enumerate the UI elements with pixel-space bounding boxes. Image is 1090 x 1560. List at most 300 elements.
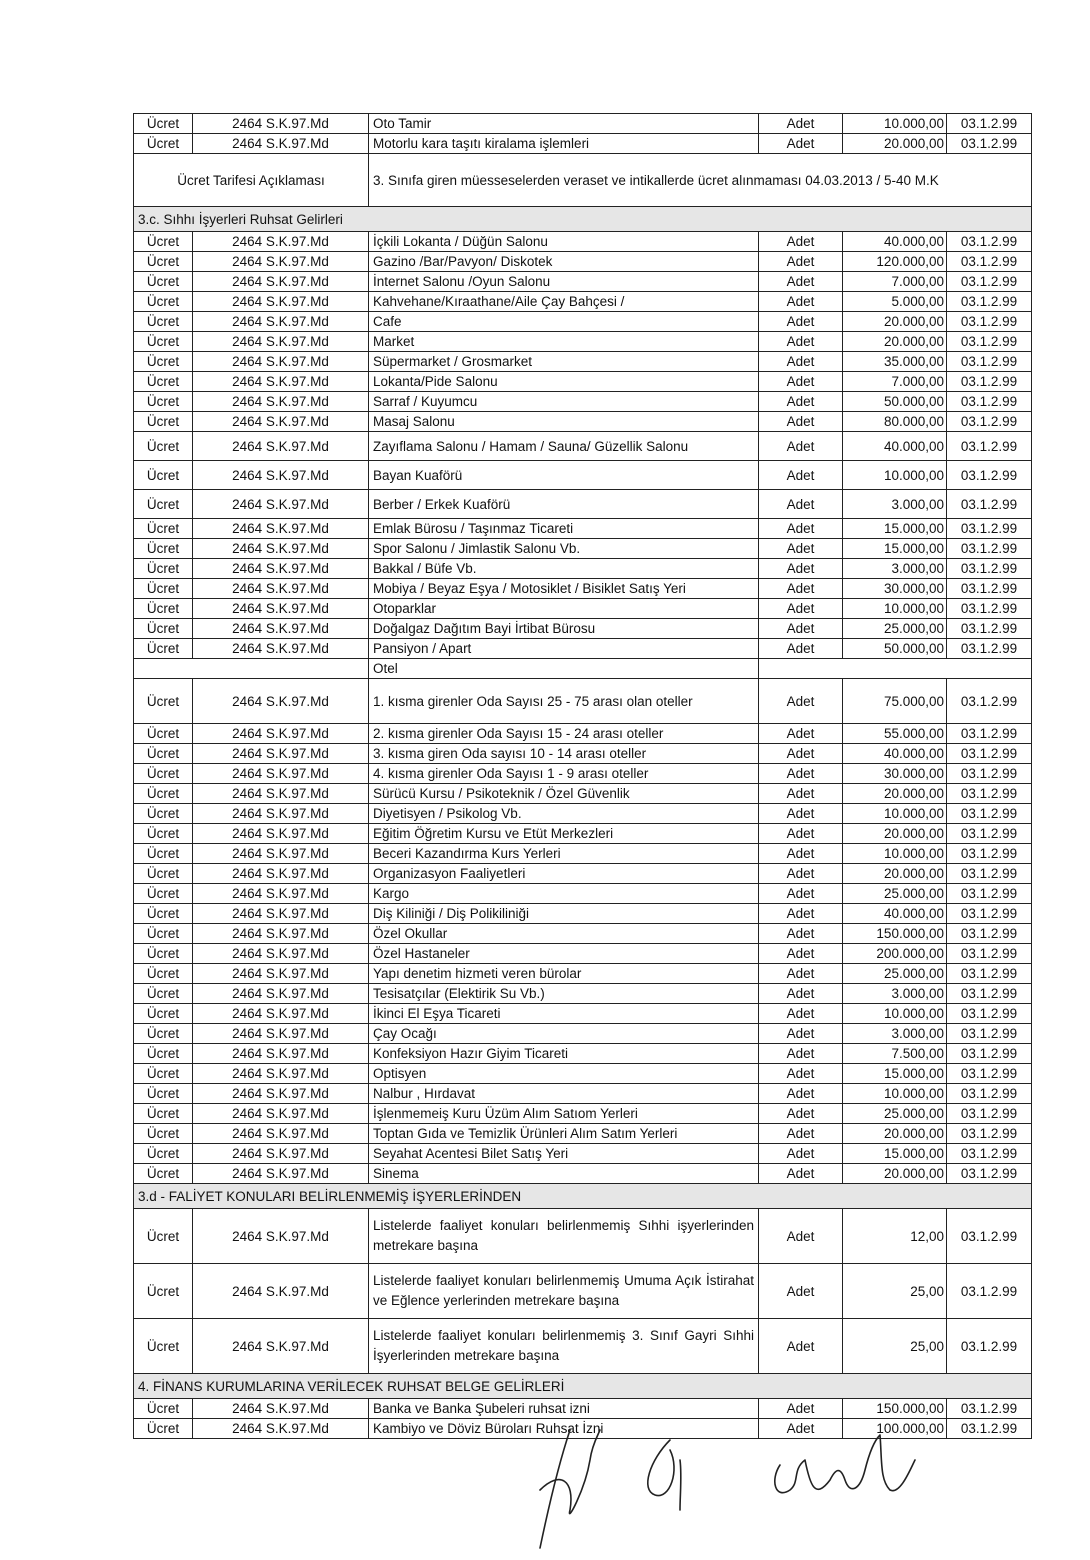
budget-code-cell: 03.1.2.99 [947, 784, 1032, 804]
amount-cell: 40.000,00 [843, 744, 947, 764]
law-reference-cell: 2464 S.K.97.Md [193, 272, 369, 292]
amount-cell: 10.000,00 [843, 114, 947, 134]
fee-type-cell: Ücret [134, 252, 193, 272]
law-reference-cell: 2464 S.K.97.Md [193, 292, 369, 312]
description-cell: Optisyen [369, 1064, 759, 1084]
unit-cell: Adet [759, 924, 843, 944]
fee-type-cell: Ücret [134, 944, 193, 964]
table-row [134, 744, 1032, 764]
budget-code-cell: 03.1.2.99 [947, 1044, 1032, 1064]
unit-cell: Adet [759, 679, 843, 724]
fee-type-cell: Ücret [134, 519, 193, 539]
amount-cell: 15.000,00 [843, 1144, 947, 1164]
law-reference-cell: 2464 S.K.97.Md [193, 519, 369, 539]
unit-cell: Adet [759, 904, 843, 924]
table-row [134, 824, 1032, 844]
unit-cell: Adet [759, 312, 843, 332]
law-reference-cell: 2464 S.K.97.Md [193, 984, 369, 1004]
fee-type-cell: Ücret [134, 599, 193, 619]
budget-code-cell: 03.1.2.99 [947, 1164, 1032, 1184]
amount-cell: 200.000,00 [843, 944, 947, 964]
table-row [134, 1124, 1032, 1144]
section-title: 3.c. Sıhhı İşyerleri Ruhsat Gelirleri [134, 207, 1032, 232]
budget-code-cell: 03.1.2.99 [947, 519, 1032, 539]
amount-cell: 3.000,00 [843, 984, 947, 1004]
description-cell: Sürücü Kursu / Psikoteknik / Özel Güvenlik [369, 784, 759, 804]
table-row [134, 764, 1032, 784]
table-row [134, 412, 1032, 432]
budget-code-cell: 03.1.2.99 [947, 1264, 1032, 1319]
description-cell: Özel Okullar [369, 924, 759, 944]
table-row [134, 904, 1032, 924]
table-row [134, 272, 1032, 292]
description-cell: İçkili Lokanta / Düğün Salonu [369, 232, 759, 252]
budget-code-cell: 03.1.2.99 [947, 490, 1032, 519]
signature-stroke-1 [540, 1430, 600, 1548]
description-cell: Yapı denetim hizmeti veren bürolar [369, 964, 759, 984]
section-3d [134, 1184, 1032, 1209]
law-reference-cell: 2464 S.K.97.Md [193, 332, 369, 352]
law-reference-cell: 2464 S.K.97.Md [193, 619, 369, 639]
budget-code-cell: 03.1.2.99 [947, 984, 1032, 1004]
fee-type-cell: Ücret [134, 1064, 193, 1084]
law-reference-cell: 2464 S.K.97.Md [193, 539, 369, 559]
law-reference-cell: 2464 S.K.97.Md [193, 1419, 369, 1439]
table-row [134, 984, 1032, 1004]
amount-cell: 20.000,00 [843, 332, 947, 352]
description-cell: Diyetisyen / Psikolog Vb. [369, 804, 759, 824]
description-cell: 2. kısma girenler Oda Sayısı 15 - 24 arası oteller [369, 724, 759, 744]
unit-cell: Adet [759, 619, 843, 639]
budget-code-cell: 03.1.2.99 [947, 292, 1032, 312]
budget-code-cell: 03.1.2.99 [947, 1064, 1032, 1084]
budget-code-cell: 03.1.2.99 [947, 764, 1032, 784]
law-reference-cell: 2464 S.K.97.Md [193, 1044, 369, 1064]
fee-type-cell: Ücret [134, 744, 193, 764]
table-row [134, 784, 1032, 804]
fee-type-cell: Ücret [134, 964, 193, 984]
table-row [134, 639, 1032, 659]
amount-cell: 20.000,00 [843, 1164, 947, 1184]
fee-type-cell: Ücret [134, 679, 193, 724]
law-reference-cell: 2464 S.K.97.Md [193, 1084, 369, 1104]
budget-code-cell: 03.1.2.99 [947, 599, 1032, 619]
table-row [134, 1104, 1032, 1124]
budget-code-cell: 03.1.2.99 [947, 619, 1032, 639]
section-4 [134, 1374, 1032, 1399]
table-row [134, 1064, 1032, 1084]
otel-header: Otel [369, 659, 759, 679]
amount-cell: 25,00 [843, 1264, 947, 1319]
amount-cell: 10.000,00 [843, 1084, 947, 1104]
description-cell: Masaj Salonu [369, 412, 759, 432]
fee-type-cell: Ücret [134, 490, 193, 519]
table-row [134, 679, 1032, 724]
budget-code-cell: 03.1.2.99 [947, 679, 1032, 724]
unit-cell: Adet [759, 724, 843, 744]
table-row [134, 490, 1032, 519]
table-body [134, 114, 1032, 1439]
law-reference-cell: 2464 S.K.97.Md [193, 944, 369, 964]
table-row [134, 559, 1032, 579]
budget-code-cell: 03.1.2.99 [947, 884, 1032, 904]
budget-code-cell: 03.1.2.99 [947, 964, 1032, 984]
unit-cell: Adet [759, 392, 843, 412]
amount-cell: 30.000,00 [843, 764, 947, 784]
amount-cell: 80.000,00 [843, 412, 947, 432]
law-reference-cell: 2464 S.K.97.Md [193, 392, 369, 412]
description-cell: Çay Ocağı [369, 1024, 759, 1044]
table-row [134, 1084, 1032, 1104]
amount-cell: 75.000,00 [843, 679, 947, 724]
amount-cell: 20.000,00 [843, 312, 947, 332]
law-reference-cell: 2464 S.K.97.Md [193, 904, 369, 924]
law-reference-cell: 2464 S.K.97.Md [193, 1164, 369, 1184]
unit-cell: Adet [759, 944, 843, 964]
budget-code-cell: 03.1.2.99 [947, 744, 1032, 764]
table-row [134, 134, 1032, 154]
unit-cell: Adet [759, 1399, 843, 1419]
description-cell: Lokanta/Pide Salonu [369, 372, 759, 392]
table-row [134, 1399, 1032, 1419]
unit-cell: Adet [759, 1319, 843, 1374]
budget-code-cell: 03.1.2.99 [947, 579, 1032, 599]
table-row [134, 599, 1032, 619]
budget-code-cell: 03.1.2.99 [947, 1004, 1032, 1024]
description-cell: Gazino /Bar/Pavyon/ Diskotek [369, 252, 759, 272]
amount-cell: 10.000,00 [843, 461, 947, 490]
unit-cell: Adet [759, 1144, 843, 1164]
fee-type-cell: Ücret [134, 1419, 193, 1439]
law-reference-cell: 2464 S.K.97.Md [193, 252, 369, 272]
fee-type-cell: Ücret [134, 984, 193, 1004]
description-cell: Market [369, 332, 759, 352]
unit-cell: Adet [759, 1004, 843, 1024]
budget-code-cell: 03.1.2.99 [947, 1319, 1032, 1374]
law-reference-cell: 2464 S.K.97.Md [193, 232, 369, 252]
section-title: 3.d - FALİYET KONULARI BELİRLENMEMİŞ İŞYERLERİNDEN [134, 1184, 1032, 1209]
law-reference-cell: 2464 S.K.97.Md [193, 412, 369, 432]
fee-type-cell: Ücret [134, 784, 193, 804]
amount-cell: 3.000,00 [843, 490, 947, 519]
law-reference-cell: 2464 S.K.97.Md [193, 1144, 369, 1164]
unit-cell: Adet [759, 599, 843, 619]
table-row [134, 1209, 1032, 1264]
amount-cell: 25.000,00 [843, 1104, 947, 1124]
law-reference-cell: 2464 S.K.97.Md [193, 639, 369, 659]
table-row [134, 432, 1032, 461]
unit-cell: Adet [759, 579, 843, 599]
unit-cell: Adet [759, 784, 843, 804]
budget-code-cell: 03.1.2.99 [947, 639, 1032, 659]
law-reference-cell: 2464 S.K.97.Md [193, 559, 369, 579]
fee-type-cell: Ücret [134, 292, 193, 312]
law-reference-cell: 2464 S.K.97.Md [193, 1319, 369, 1374]
amount-cell: 20.000,00 [843, 134, 947, 154]
fee-type-cell: Ücret [134, 312, 193, 332]
budget-code-cell: 03.1.2.99 [947, 461, 1032, 490]
budget-code-cell: 03.1.2.99 [947, 412, 1032, 432]
budget-code-cell: 03.1.2.99 [947, 232, 1032, 252]
fee-type-cell: Ücret [134, 1124, 193, 1144]
law-reference-cell: 2464 S.K.97.Md [193, 134, 369, 154]
fee-type-cell: Ücret [134, 232, 193, 252]
amount-cell: 40.000,00 [843, 904, 947, 924]
law-reference-cell: 2464 S.K.97.Md [193, 432, 369, 461]
description-cell: Sinema [369, 1164, 759, 1184]
law-reference-cell: 2464 S.K.97.Md [193, 864, 369, 884]
otel-header-row [134, 659, 1032, 679]
unit-cell: Adet [759, 332, 843, 352]
description-cell: Toptan Gıda ve Temizlik Ürünleri Alım Satım Yerleri [369, 1124, 759, 1144]
section-3c [134, 207, 1032, 232]
law-reference-cell: 2464 S.K.97.Md [193, 1064, 369, 1084]
law-reference-cell: 2464 S.K.97.Md [193, 1104, 369, 1124]
unit-cell: Adet [759, 964, 843, 984]
empty-cell [134, 659, 369, 679]
description-cell: İkinci El Eşya Ticareti [369, 1004, 759, 1024]
fee-type-cell: Ücret [134, 884, 193, 904]
description-cell: Listelerde faaliyet konuları belirlenmemiş Umuma Açık İstirahat ve Eğlence yerlerinden metrekare başına [369, 1264, 759, 1319]
table-row [134, 372, 1032, 392]
description-cell: Özel Hastaneler [369, 944, 759, 964]
fee-type-cell: Ücret [134, 1104, 193, 1124]
description-cell: Bakkal / Büfe Vb. [369, 559, 759, 579]
budget-code-cell: 03.1.2.99 [947, 1144, 1032, 1164]
signature-stroke-2 [648, 1440, 681, 1510]
table-row [134, 1004, 1032, 1024]
table-row [134, 579, 1032, 599]
law-reference-cell: 2464 S.K.97.Md [193, 964, 369, 984]
unit-cell: Adet [759, 292, 843, 312]
description-cell: Beceri Kazandırma Kurs Yerleri [369, 844, 759, 864]
description-cell: Mobiya / Beyaz Eşya / Motosiklet / Bisiklet Satış Yeri [369, 579, 759, 599]
unit-cell: Adet [759, 232, 843, 252]
law-reference-cell: 2464 S.K.97.Md [193, 1399, 369, 1419]
amount-cell: 10.000,00 [843, 844, 947, 864]
fee-type-cell: Ücret [134, 1319, 193, 1374]
description-cell: Pansiyon / Apart [369, 639, 759, 659]
budget-code-cell: 03.1.2.99 [947, 372, 1032, 392]
amount-cell: 25.000,00 [843, 964, 947, 984]
description-cell: Kambiyo ve Döviz Büroları Ruhsat İzni [369, 1419, 759, 1439]
fee-type-cell: Ücret [134, 272, 193, 292]
budget-code-cell: 03.1.2.99 [947, 312, 1032, 332]
fee-type-cell: Ücret [134, 1004, 193, 1024]
fee-type-cell: Ücret [134, 1084, 193, 1104]
description-cell: Eğitim Öğretim Kursu ve Etüt Merkezleri [369, 824, 759, 844]
law-reference-cell: 2464 S.K.97.Md [193, 1264, 369, 1319]
law-reference-cell: 2464 S.K.97.Md [193, 824, 369, 844]
fee-type-cell: Ücret [134, 764, 193, 784]
budget-code-cell: 03.1.2.99 [947, 559, 1032, 579]
budget-code-cell: 03.1.2.99 [947, 844, 1032, 864]
fee-type-cell: Ücret [134, 824, 193, 844]
amount-cell: 7.500,00 [843, 1044, 947, 1064]
fee-type-cell: Ücret [134, 844, 193, 864]
law-reference-cell: 2464 S.K.97.Md [193, 724, 369, 744]
description-cell: 3. kısma giren Oda sayısı 10 - 14 arası oteller [369, 744, 759, 764]
law-reference-cell: 2464 S.K.97.Md [193, 372, 369, 392]
law-reference-cell: 2464 S.K.97.Md [193, 804, 369, 824]
fee-type-cell: Ücret [134, 1024, 193, 1044]
table-row [134, 1319, 1032, 1374]
amount-cell: 15.000,00 [843, 1064, 947, 1084]
unit-cell: Adet [759, 559, 843, 579]
description-cell: Sarraf / Kuyumcu [369, 392, 759, 412]
table-row [134, 964, 1032, 984]
description-cell: İnternet Salonu /Oyun Salonu [369, 272, 759, 292]
amount-cell: 12,00 [843, 1209, 947, 1264]
unit-cell: Adet [759, 1419, 843, 1439]
amount-cell: 15.000,00 [843, 519, 947, 539]
budget-code-cell: 03.1.2.99 [947, 114, 1032, 134]
description-cell: İşlenmemeiş Kuru Üzüm Alım Satıom Yerleri [369, 1104, 759, 1124]
amount-cell: 25.000,00 [843, 619, 947, 639]
unit-cell: Adet [759, 844, 843, 864]
amount-cell: 25,00 [843, 1319, 947, 1374]
table-row [134, 292, 1032, 312]
fee-tariff-document [133, 113, 1031, 1439]
description-cell: Kahvehane/Kıraathane/Aile Çay Bahçesi / [369, 292, 759, 312]
description-cell: Listelerde faaliyet konuları belirlenmemiş Sıhhi işyerlerinden metrekare başına [369, 1209, 759, 1264]
budget-code-cell: 03.1.2.99 [947, 1399, 1032, 1419]
table-row [134, 519, 1032, 539]
amount-cell: 7.000,00 [843, 272, 947, 292]
unit-cell: Adet [759, 884, 843, 904]
law-reference-cell: 2464 S.K.97.Md [193, 744, 369, 764]
tariff-note-text: 3. Sınıfa giren müesseselerden veraset ve intikallerde ücret alınmaması 04.03.2013 / 5-40 M.K [369, 154, 1032, 207]
budget-code-cell: 03.1.2.99 [947, 804, 1032, 824]
table-row [134, 392, 1032, 412]
budget-code-cell: 03.1.2.99 [947, 904, 1032, 924]
unit-cell: Adet [759, 1064, 843, 1084]
fee-type-cell: Ücret [134, 619, 193, 639]
description-cell: Seyahat Acentesi Bilet Satış Yeri [369, 1144, 759, 1164]
unit-cell: Adet [759, 432, 843, 461]
fee-type-cell: Ücret [134, 639, 193, 659]
signature-marks [530, 1420, 970, 1550]
law-reference-cell: 2464 S.K.97.Md [193, 844, 369, 864]
unit-cell: Adet [759, 1044, 843, 1064]
budget-code-cell: 03.1.2.99 [947, 1084, 1032, 1104]
table-row [134, 804, 1032, 824]
budget-code-cell: 03.1.2.99 [947, 352, 1032, 372]
amount-cell: 50.000,00 [843, 392, 947, 412]
fee-type-cell: Ücret [134, 924, 193, 944]
description-cell: Berber / Erkek Kuaförü [369, 490, 759, 519]
budget-code-cell: 03.1.2.99 [947, 864, 1032, 884]
table-row [134, 1164, 1032, 1184]
unit-cell: Adet [759, 272, 843, 292]
description-cell: Kargo [369, 884, 759, 904]
law-reference-cell: 2464 S.K.97.Md [193, 884, 369, 904]
description-cell: 4. kısma girenler Oda Sayısı 1 - 9 arası oteller [369, 764, 759, 784]
table-row [134, 332, 1032, 352]
budget-code-cell: 03.1.2.99 [947, 1024, 1032, 1044]
description-cell: Konfeksiyon Hazır Giyim Ticareti [369, 1044, 759, 1064]
description-cell: Tesisatçılar (Elektirik Su Vb.) [369, 984, 759, 1004]
fee-type-cell: Ücret [134, 904, 193, 924]
fee-type-cell: Ücret [134, 432, 193, 461]
description-cell: Organizasyon Faaliyetleri [369, 864, 759, 884]
tariff-note-row [134, 154, 1032, 207]
description-cell: Zayıflama Salonu / Hamam / Sauna/ Güzellik Salonu [369, 432, 759, 461]
law-reference-cell: 2464 S.K.97.Md [193, 352, 369, 372]
table-row [134, 312, 1032, 332]
unit-cell: Adet [759, 1104, 843, 1124]
unit-cell: Adet [759, 1084, 843, 1104]
amount-cell: 3.000,00 [843, 1024, 947, 1044]
amount-cell: 30.000,00 [843, 579, 947, 599]
amount-cell: 100.000,00 [843, 1419, 947, 1439]
table-row [134, 1144, 1032, 1164]
table-row [134, 944, 1032, 964]
budget-code-cell: 03.1.2.99 [947, 272, 1032, 292]
amount-cell: 50.000,00 [843, 639, 947, 659]
table-row [134, 1024, 1032, 1044]
tariff-note-label: Ücret Tarifesi Açıklaması [134, 154, 369, 207]
fee-type-cell: Ücret [134, 332, 193, 352]
fee-type-cell: Ücret [134, 352, 193, 372]
description-cell: Doğalgaz Dağıtım Bayi İrtibat Bürosu [369, 619, 759, 639]
law-reference-cell: 2464 S.K.97.Md [193, 1004, 369, 1024]
description-cell: Emlak Bürosu / Taşınmaz Ticareti [369, 519, 759, 539]
description-cell: Cafe [369, 312, 759, 332]
law-reference-cell: 2464 S.K.97.Md [193, 312, 369, 332]
unit-cell: Adet [759, 984, 843, 1004]
amount-cell: 35.000,00 [843, 352, 947, 372]
amount-cell: 40.000,00 [843, 232, 947, 252]
table-row [134, 539, 1032, 559]
law-reference-cell: 2464 S.K.97.Md [193, 764, 369, 784]
law-reference-cell: 2464 S.K.97.Md [193, 1209, 369, 1264]
amount-cell: 20.000,00 [843, 864, 947, 884]
unit-cell: Adet [759, 114, 843, 134]
fee-type-cell: Ücret [134, 134, 193, 154]
budget-code-cell: 03.1.2.99 [947, 432, 1032, 461]
table-row [134, 461, 1032, 490]
description-cell: Bayan Kuaförü [369, 461, 759, 490]
description-cell: Süpermarket / Grosmarket [369, 352, 759, 372]
amount-cell: 10.000,00 [843, 804, 947, 824]
table-row [134, 252, 1032, 272]
amount-cell: 150.000,00 [843, 1399, 947, 1419]
amount-cell: 40.000,00 [843, 432, 947, 461]
unit-cell: Adet [759, 1164, 843, 1184]
law-reference-cell: 2464 S.K.97.Md [193, 490, 369, 519]
budget-code-cell: 03.1.2.99 [947, 332, 1032, 352]
fee-tariff-table [133, 113, 1032, 1439]
budget-code-cell: 03.1.2.99 [947, 824, 1032, 844]
law-reference-cell: 2464 S.K.97.Md [193, 784, 369, 804]
table-row [134, 884, 1032, 904]
description-cell: Listelerde faaliyet konuları belirlenmemiş 3. Sınıf Gayri Sıhhi İşyerlerinden metrekare başına [369, 1319, 759, 1374]
budget-code-cell: 03.1.2.99 [947, 1419, 1032, 1439]
unit-cell: Adet [759, 804, 843, 824]
budget-code-cell: 03.1.2.99 [947, 924, 1032, 944]
law-reference-cell: 2464 S.K.97.Md [193, 1024, 369, 1044]
unit-cell: Adet [759, 372, 843, 392]
fee-type-cell: Ücret [134, 1399, 193, 1419]
fee-type-cell: Ücret [134, 372, 193, 392]
section-title: 4. FİNANS KURUMLARINA VERİLECEK RUHSAT BELGE GELİRLERİ [134, 1374, 1032, 1399]
amount-cell: 20.000,00 [843, 784, 947, 804]
fee-type-cell: Ücret [134, 461, 193, 490]
table-row [134, 844, 1032, 864]
table-row [134, 1264, 1032, 1319]
signature-stroke-3 [775, 1435, 915, 1493]
